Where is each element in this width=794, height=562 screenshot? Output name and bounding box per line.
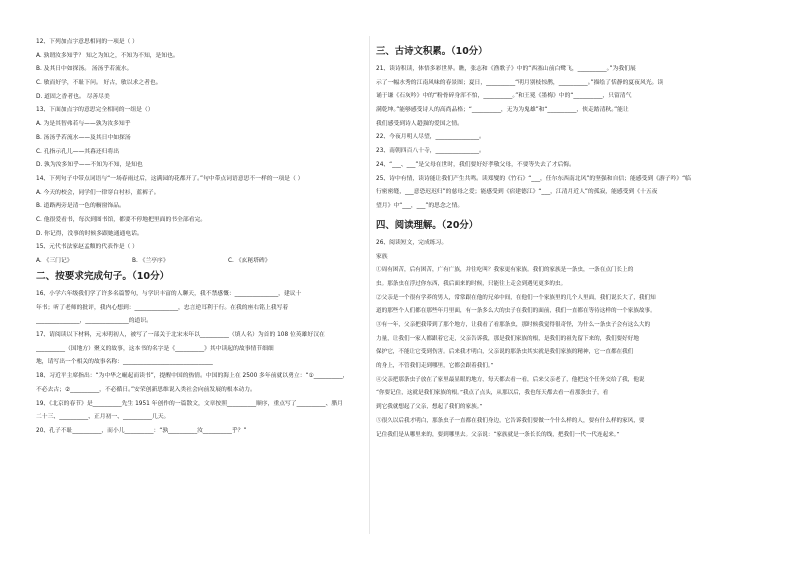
passage-line: ⑤很久以后我才明白，那条虫子一直都在我们身边，它告诉我们要做一个什么样的人，要有什么样的家风，要 xyxy=(376,417,645,424)
question-15-stem: 15、元代书法家赵孟頫的代表作是（ ） xyxy=(36,244,138,251)
passage-line: 的身上，不管我们走到哪里，它都会跟着我们。” xyxy=(376,363,494,370)
question-19-line-2: 二十三、__________、正月初一、__________几天。 xyxy=(36,414,170,421)
question-23: 23、南朝四百八十寺，_______________。 xyxy=(376,148,485,155)
passage-line: 力量，让我们一家人都跟着它走，父亲告诉我，那是我们家族的根，是我们的祖先留下来的，我们要好好地 xyxy=(376,335,639,342)
question-20: 20、孔子不耻__________，而小儿__________：“孰__________汝__________乎？” xyxy=(36,427,247,434)
left-column xyxy=(36,38,368,441)
question-17-line-3: 地，请写出一个相关的故事名称：_______________________________ xyxy=(36,359,213,366)
passage-line: 到它我就想起了父亲，想起了我们的家族。” xyxy=(376,404,483,411)
question-14-option-a: A. 今天的校会，同学们一律穿白衬衫，蓝裤子。 xyxy=(36,189,160,196)
passage-line: ①周有困苦，后有困苦，广有广族，并往吃叫？我家更有家族。我们的家族是一条虫，一条在点门长上的 xyxy=(376,267,634,274)
question-16-line-1: 16、小学六年级我们学了许多名篇警句，与学识丰富的人聊天，我不禁感慨：_______________，建议十 xyxy=(36,291,302,297)
question-15-option-c: C. 《玄秘塔碑》 xyxy=(228,258,271,264)
column-divider xyxy=(369,36,370,534)
question-14-option-b: B. 道路两旁是清一色的橱窗饰品。 xyxy=(36,203,125,210)
passage-line: ③有一年，父亲把我带到了那个地方，让我看了看那条虫，那时候我觉得很奇怪，为什么一条虫子会有这么大的 xyxy=(376,322,651,328)
passage-line: 记住我们是从哪里来的，要到哪里去。父亲说：“家族就是一条长长的线，把我们一代一代连起来。” xyxy=(376,431,620,438)
question-12-option-c: C. 敏而好学，不耻下问。 好古，敏以求之者也。 xyxy=(36,80,162,87)
question-25-line-3: 望月》中“___，___”的思念之情。 xyxy=(376,202,464,209)
question-18-line-1: 18、习近平主席指出：“为中华之崛起而读书”，提醒中国的热情。中国的海上在 2500 多年前就以勇立：“①__________， xyxy=(36,373,349,380)
section-3-title: 三、古诗文积累。（10分） xyxy=(376,46,488,57)
passage-title: 家族 xyxy=(376,253,388,260)
right-column xyxy=(376,38,760,444)
question-26-stem: 26、阅读短文，完成练习。 xyxy=(376,239,448,246)
question-21-line-5: 我们感受到诗人超强的爱国之情。 xyxy=(376,120,463,127)
question-13-stem: 13、下面加点字的意思完全相同的一组是（） xyxy=(36,107,154,114)
question-25-line-2: 行密密缝，___意恐迟迟归”的慈母之爱；能感受到《宿建德江》“___，江清月近人”的孤寂，能感受到《十五夜 xyxy=(376,189,658,196)
question-18-line-2: 不必去古；②__________，不必循日。”安荣创新思维说入类社会向前发展的根本动力。 xyxy=(36,386,256,393)
passage-line: ②父亲是一个很有学养的男人，常常跟在他的兄弟中间，在他们一个家族里的几个人里面，我们说长大了，我们知 xyxy=(376,294,656,301)
question-12-option-a: A. 孰谓汝多知乎？ 知之为知之，不知为不知，是知也。 xyxy=(36,52,179,59)
passage-line: “你要记住，这就是我们家族的根。”我点了点头，从那以后，我也每天都去看一看那条虫子，看 xyxy=(376,390,609,397)
question-12-stem: 12、下列加点字意思相同的一项是（ ） xyxy=(36,39,138,45)
question-14-option-c: C. 他很爱看书，每次到图书馆，都要不停地把里面的书全部看完。 xyxy=(36,216,207,223)
question-21-line-4: 满乾坤。”能够感受诗人的高尚品格；“__________，无为为鬼雄”和“__________，侠走踏清秋。”能让 xyxy=(376,107,629,114)
reading-passage xyxy=(376,266,760,438)
question-21-line-1: 21、读诗积读，体悟多彩世界。瞧，张志和《渔歌子》中的“西塞山前白鹭飞，__________。”为我们展 xyxy=(376,66,636,72)
section-4-title: 四、阅读理解。（20分） xyxy=(376,219,479,231)
question-24: 24、“___、___”是父母在世时，我们要好好孝敬父母，不要等失去了才后悔。 xyxy=(376,161,575,168)
question-22: 22、今夜月明人尽望，_______________。 xyxy=(376,134,485,141)
question-16-line-2: 年书；听了老师的批评，我内心想到：_______________，忠言逆耳利于行。在我的座右铭上我写着 xyxy=(36,304,289,311)
question-19-line-1: 19、《北京的春节》是__________先生 1951 年创作的一篇散文，文章按照__________顺序，重点写了__________、腊月 xyxy=(36,400,343,407)
passage-line: 道的那些个人们都在那些年月里面，有一条多么大的虫子在我们的面前，我们一直都在等待这样的一个家族故事。 xyxy=(376,308,656,315)
question-16-line-3: _______________，_______________的道识。 xyxy=(36,318,152,325)
question-13-option-b: B. 汤汤乎若流水——及其日中如探汤 xyxy=(36,134,131,141)
question-13-option-d: D. 孰为汝多知乎——不知为不知，是知也 xyxy=(36,162,143,169)
passage-line: 虫。那条虫在浮过你东西，我后面来的时候，只能往上走会到遇见更多的虫。 xyxy=(376,280,567,287)
question-21-line-3: 诵于谦《石灰吟》中的“粉骨碎身浑不怕，__________。”和王冕《墨梅》中的“__________，只留清气 xyxy=(376,93,632,100)
question-17-line-1: 17、请阅读以下材料，元末明初人，被写了一部关于北宋末年以__________（填人名）为首的 108 位英雄好汉在 xyxy=(36,332,325,339)
question-12-option-d: D. 道固之香者也。 尽善尽美 xyxy=(36,93,110,100)
question-15-options xyxy=(36,257,368,265)
question-17-line-2: __________（国地方）聚义的故事，这本书的名字是《__________》其中读起的故事情节细细 xyxy=(36,345,274,352)
passage-line: ④父亲把那条虫子放在了家里最显眼的地方，每天都去看一看，后来父亲老了，他把这个任务交给了我，他说 xyxy=(376,376,645,383)
question-15-option-b: B. 《兰亭序》 xyxy=(132,258,169,264)
question-21-line-2: 示了一幅水秀的江南风味的春景图；夏日，__________“明月别枝惊鹊，__________。”描绘了恬静的夏夜风光。读 xyxy=(376,79,664,86)
question-14-stem: 14、下列句子中带点词语与“一场春雨过后，这满园的花都开了。”句中带点词语意思不一样的一项是（ ） xyxy=(36,175,304,182)
question-13-option-c: C. 孔指示孔儿——其暮还归将出 xyxy=(36,148,120,155)
question-14-option-d: D. 你记得，没事的时候多跟她通通电话。 xyxy=(36,230,143,237)
question-12-option-b: B. 及其日中如探汤。 汤汤乎若流水。 xyxy=(36,66,133,73)
section-2-title: 二、按要求完成句子。（10分） xyxy=(36,271,170,282)
question-25-line-1: 25、诗中有情，读诗能让我们产生共鸣。读郑燮的《竹石》“___，任尔东西南北风”的坚强和自信；能感受到《游子吟》“临 xyxy=(376,175,691,182)
question-15-option-a: A. 《三门记》 xyxy=(36,258,73,264)
passage-line: 保护它，不能让它受到伤害。后来我才明白，父亲说的那条虫其实就是我们家族的精神，它一直都在我们 xyxy=(376,349,634,356)
question-13-option-a: A. 为是其智弗若与——孰为汝多知乎 xyxy=(36,121,131,128)
